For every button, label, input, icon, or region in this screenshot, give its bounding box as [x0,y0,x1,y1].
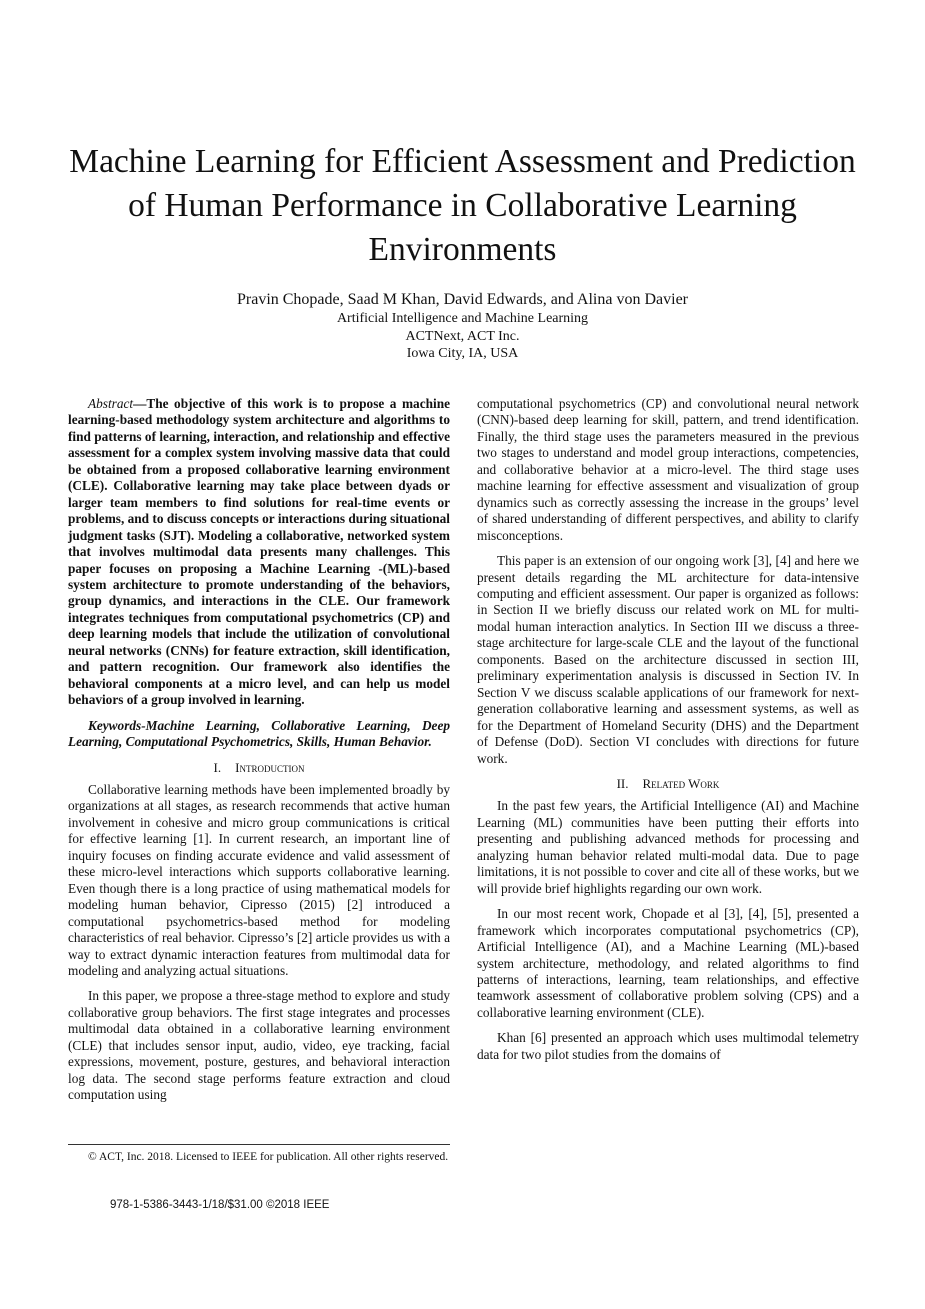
isbn-line: 978-1-5386-3443-1/18/$31.00 ©2018 IEEE [110,1199,330,1211]
paragraph: In our most recent work, Chopade et al [3], [4], [5], presented a framework which incorporates computational psychometrics (CP), Artificial Intelligence (AI), and a Machine Learning (ML)-based system architecture, methodology, and related algorithms to find patterns of interactions, learning, team relationships, and effective teamwork assessment of collaborative problem solving (CPS) and a collaborative learning environment (CLE). [477,906,859,1020]
section-number: I. [213,759,222,775]
right-column [477,396,859,1063]
abstract-lead: Abstract [88,396,134,411]
left-column [68,396,450,1104]
author-list: Pravin Chopade, Saad M Khan, David Edwards, and Alina von Davier [236,291,688,308]
affiliation-block [60,310,865,363]
section-number: II. [616,775,629,791]
paragraph: Khan [6] presented an approach which uses multimodal telemetry data for two pilot studies from the domains of [477,1030,859,1062]
copyright-footnote: © ACT, Inc. 2018. Licensed to IEEE for publication. All other rights reserved. [88,1151,449,1163]
abstract-text: —The objective of this work is to propose a machine learning-based methodology system architecture and algorithms to find patterns of learning, interaction, and relationship and effective assessment for a complex system involving massive data that could be obtained from a proposed collaborative learning environment (CLE). Collaborative learning may take place between dyads or larger team members to find solutions for real-time events or problems, and to discuss concepts or interactions during situational judgment tasks (SJT). Modeling a collaborative, networked system that involves multimodal data presents many challenges. This paper focuses on proposing a Machine Learning -(ML)-based system architecture to promote understanding of the behaviors, group dynamics, and interactions in the CLE. Our framework integrates techniques from computational psychometrics (CP) and deep learning models that include the utilization of convolutional neural networks (CNNs) for feature extraction, skill identification, and pattern recognition. Our framework also identifies the behavioral components at a micro level, and can help us model behaviors of a group involved in learning. [68,396,450,708]
paragraph: In the past few years, the Artificial Intelligence (AI) and Machine Learning (ML) communities have been putting their efforts into presenting and publishing advanced methods for processing and analyzing human behavior related multi-modal data. Due to page limitations, it is not possible to cover and cite all of these works, but we will provide brief highlights regarding our own work. [477,798,859,896]
keywords: Keywords-Machine Learning, Collaborative Learning, Deep Learning, Computational Psychometrics, Skills, Human Behavior. [68,717,450,750]
affiliation-line: Iowa City, IA, USA [406,346,519,361]
paper-title: Machine Learning for Efficient Assessment and Prediction of Human Performance in Collaborative Learning Environments [69,143,856,268]
section-title: Related Work [642,775,720,791]
paragraph: computational psychometrics (CP) and convolutional neural network (CNN)-based deep learning for skill, pattern, and trend identification. Finally, the third stage uses the parameters measured in the previous two stages to understand and model group interactions, competencies, and collaborative behavior at a micro-level. The third stage uses machine learning for effective assessment and visualization of group dynamics such as correctly assessing the increase in the groups’ level of shared understanding of different perspectives, and ability to clarify misconceptions. [477,396,859,543]
affiliation-line: ACTNext, ACT Inc. [405,328,520,344]
paragraph: Collaborative learning methods have been implemented broadly by organizations at all stages, as research recommends that active human involvement in cohesive and micro group communications is critical for effective learning [1]. In current research, an important line of inquiry focuses on finding accurate evidence and valid assessment of these micro-level interactions which supports collaborative learning. Even though there is a long practice of using mathematical models for modeling human behavior, Cipresso (2015) [2] introduced a computational psychometrics-based method for modeling characteristics of real behavior. Cipresso’s [2] article provides us with a way to extract dynamic interaction features from multimodal data for modeling and analyzing actual situations. [68,781,450,978]
paragraph: This paper is an extension of our ongoing work [3], [4] and here we present details regarding the ML architecture for data-intensive computing and efficient assessment. Our paper is organized as follows: in Section II we briefly discuss our related work on ML for multi-modal human interaction analytics. In Section III we discuss a three-stage architecture for large-scale CLE and the layout of the functional components. Based on the architecture discussed in section III, preliminary experimentation analysis is discussed in Section IV. In Section V we discuss scalable applications of our framework for next-generation collaborative learning and assessment systems, as well as for the Department of Homeland Security (DHS) and the Department of Defense (DoD). Section VI concludes with directions for future work. [477,553,859,766]
section-heading-related-work [477,776,859,792]
section-title: Introduction [235,759,305,775]
footnote-divider [68,1144,450,1145]
paragraph: In this paper, we propose a three-stage method to explore and study collaborative group behaviors. The first stage integrates and processes multimodal data obtained in a collaborative learning environment (CLE) that includes sensor input, audio, video, eye tracking, facial expressions, movement, posture, gestures, and behavioral interaction log data. The second stage performs feature extraction and cloud computation using [68,988,450,1103]
affiliation-line: Artificial Intelligence and Machine Learning [336,311,589,326]
abstract [68,396,450,709]
section-heading-introduction [68,760,450,776]
